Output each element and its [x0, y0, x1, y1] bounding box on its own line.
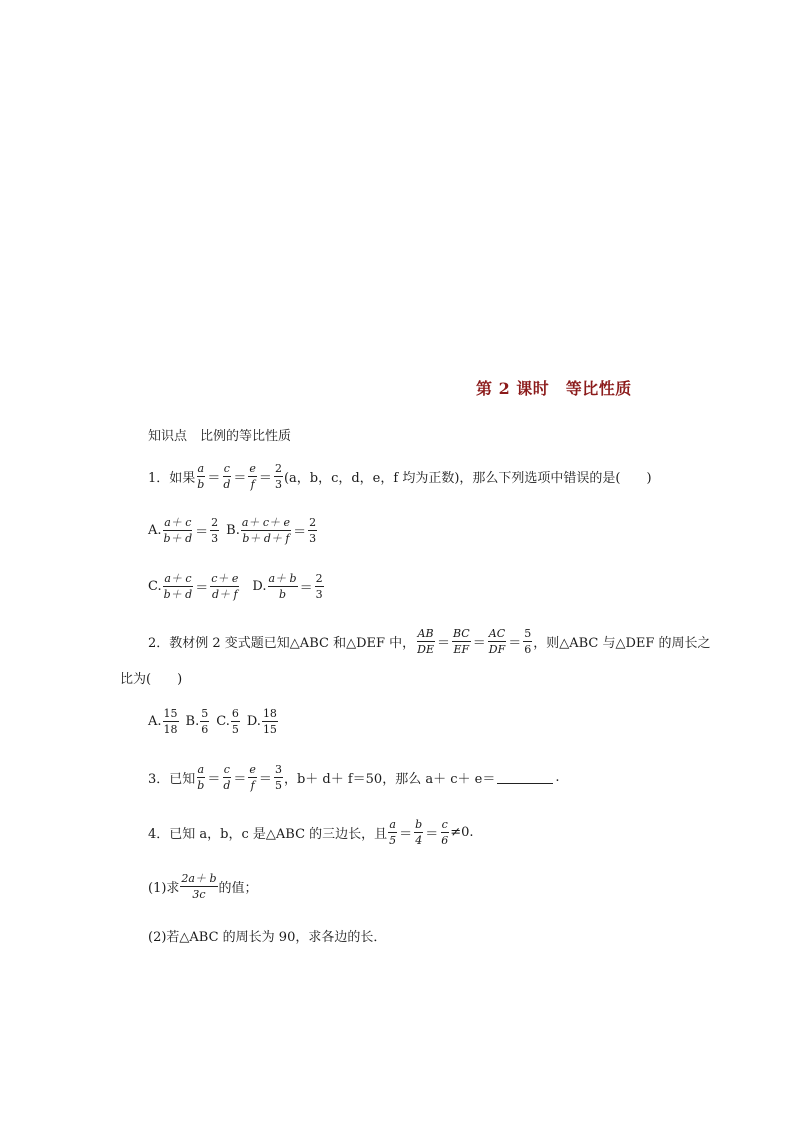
page-title: 第 2 课时 等比性质 [476, 379, 632, 398]
option-c[interactable]: C. $\frac{a+ c}{b+ d}$ ＝ $\frac{c+ e}{d+ f}$ [148, 572, 239, 601]
question-2-line-2: 比为( ) [120, 672, 183, 687]
question-4-part-2: (2)若△ABC 的周长为 90，求各边的长． [148, 930, 387, 945]
option-a[interactable]: A. $\frac{15}{18}$ [148, 707, 178, 736]
option-b[interactable]: B. $\frac{5}{6}$ [185, 707, 209, 736]
question-2-options [148, 708, 279, 735]
question-4: 4．已知 a，b，c 是△ABC 的三边长，且 $\frac{a}{5}$ ＝ $\frac{b}{4}$ ＝ $\frac{c}{6}$ ≠0. [148, 818, 474, 847]
question-3: 3．已知 $\frac{a}{b}$ ＝ $\frac{c}{d}$ ＝ $\frac{e}{f}$ ＝ $\frac{3}{5}$ ，b＋ d＋ f＝50，那么 a＋ c＋ e＝ . [148, 763, 560, 792]
option-a[interactable]: A. $\frac{a+ c}{b+ d}$ ＝ $\frac{2}{3}$ [148, 516, 219, 545]
question-1: 1．如果 $\frac{a}{b}$ ＝ $\frac{c}{d}$ ＝ $\frac{e}{f}$ ＝ $\frac{2}{3}$ (a，b，c，d，e，f 均为正数)，那么下列选项中错误的是( ) [148, 462, 652, 491]
option-d[interactable]: D. $\frac{a+ b}{b}$ ＝ $\frac{2}{3}$ [252, 572, 323, 601]
question-4-part-1: (1)求 $\frac{2a+ b}{3c}$ 的值； [148, 872, 258, 901]
fraction: $\frac{a}{b}$ [197, 462, 205, 491]
option-c[interactable]: C. $\frac{6}{5}$ [216, 707, 239, 736]
question-1-options-ab [148, 517, 318, 544]
fraction: $\frac{e}{f}$ [249, 462, 256, 491]
section-heading: 知识点 比例的等比性质 [148, 429, 292, 444]
fraction: $\frac{c}{d}$ [223, 462, 231, 491]
fraction: $\frac{2}{3}$ [274, 462, 282, 491]
question-1-options-cd [148, 573, 325, 600]
question-2: 2．教材例 2 变式题已知△ABC 和△DEF 中， $\frac{AB}{DE}$ ＝ $\frac{BC}{EF}$ ＝ $\frac{AC}{DF}$ ＝ $\frac{5}{6}$ ，则△ABC 与△DEF 的周长之 [148, 627, 711, 656]
option-b[interactable]: B. $\frac{a+ c+ e}{b+ d+ f}$ ＝ $\frac{2}{3}$ [226, 516, 317, 545]
answer-blank[interactable] [497, 771, 553, 784]
option-d[interactable]: D. $\frac{18}{15}$ [246, 707, 277, 736]
